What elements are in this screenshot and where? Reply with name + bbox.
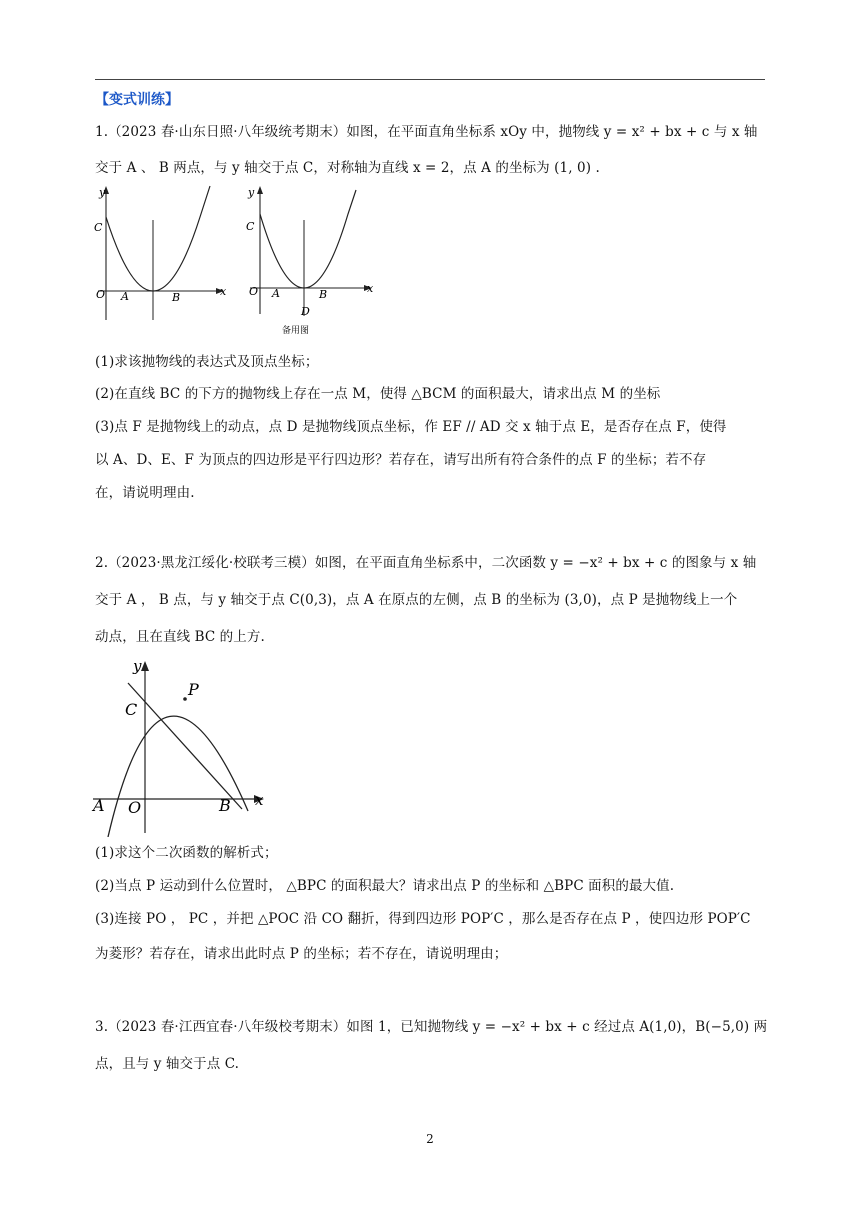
q1-part3-line1: (3)点 F 是抛物线上的动点，点 D 是抛物线顶点坐标，作 EF // AD 交 x 轴于点 E，是否存在点 F，使得 bbox=[95, 419, 727, 435]
q1-stem-line2: 交于 A 、 B 两点，与 y 轴交于点 C，对称轴为直线 x = 2，点 A 的坐标为 (1, 0) . bbox=[95, 160, 600, 176]
q2-part1: (1)求这个二次函数的解析式； bbox=[95, 845, 278, 861]
q2-fig-b-label: B bbox=[219, 796, 231, 815]
section-heading: 【变式训练】 bbox=[95, 92, 179, 108]
q1-part3-line2: 以 A、D、E、F 为顶点的四边形是平行四边形？若存在，请写出所有符合条件的点 F 的坐标；若不存 bbox=[95, 452, 707, 468]
q1-fig2-y-label: y bbox=[248, 186, 255, 199]
q1-fig1-o-label: O bbox=[96, 288, 106, 301]
q1-figure-backup bbox=[240, 184, 380, 339]
q1-fig2-c-label: C bbox=[246, 220, 255, 233]
q2-part3-line1: (3)连接 PO ， PC ，并把 △POC 沿 CO 翻折，得到四边形 POP′C ，那么是否存在点 P ，使四边形 POP′C bbox=[95, 911, 751, 927]
q2-fig-y-label: y bbox=[133, 657, 142, 675]
q1-fig2-a-label: A bbox=[272, 287, 280, 300]
q2-stem-line2: 交于 A ， B 点，与 y 轴交于点 C(0,3)，点 A 在原点的左侧，点 B 的坐标为 (3,0)，点 P 是抛物线上一个 bbox=[95, 592, 738, 608]
q1-part1: (1)求该抛物线的表达式及顶点坐标； bbox=[95, 354, 319, 370]
q1-fig1-a-label: A bbox=[121, 290, 129, 303]
q1-figure-main bbox=[92, 184, 232, 324]
q2-stem-line3: 动点，且在直线 BC 的上方. bbox=[95, 629, 265, 645]
q2-fig-a-label: A bbox=[93, 796, 105, 815]
q1-part3-line3: 在，请说明理由. bbox=[95, 485, 195, 501]
q1-fig2-caption: 备用图 bbox=[282, 326, 310, 336]
q1-stem-line1: 1.（2023 春·山东日照·八年级统考期末）如图，在平面直角坐标系 xOy 中，抛物线 y = x² + bx + c 与 x 轴 bbox=[95, 124, 758, 140]
q1-fig2-x-label: x bbox=[367, 282, 374, 295]
header-rule bbox=[95, 79, 765, 80]
q1-fig2-o-label: O bbox=[249, 285, 259, 298]
q2-stem-line1: 2.（2023·黑龙江绥化·校联考三模）如图，在平面直角坐标系中，二次函数 y = −x² + bx + c 的图象与 x 轴 bbox=[95, 555, 757, 571]
q3-stem-line2: 点，且与 y 轴交于点 C. bbox=[95, 1056, 240, 1072]
q1-fig1-x-label: x bbox=[220, 285, 227, 298]
q2-fig-p-label: P bbox=[188, 680, 199, 699]
q2-fig-x-label: x bbox=[255, 791, 264, 809]
q2-figure bbox=[88, 655, 278, 837]
q1-fig1-c-label: C bbox=[94, 221, 103, 234]
q1-fig1-y-label: y bbox=[99, 186, 106, 199]
q2-part3-line2: 为菱形？若存在，请求出此时点 P 的坐标；若不存在，请说明理由； bbox=[95, 946, 508, 962]
q1-fig2-b-label: B bbox=[319, 288, 328, 301]
q1-fig1-b-label: B bbox=[172, 291, 181, 304]
page-number: 2 bbox=[426, 1132, 434, 1146]
q2-fig-o-label: O bbox=[128, 798, 142, 817]
q1-part2: (2)在直线 BC 的下方的抛物线上存在一点 M，使得 △BCM 的面积最大，请求出点 M 的坐标 bbox=[95, 386, 661, 402]
q1-fig2-d-label: D bbox=[301, 305, 310, 318]
q2-fig-c-label: C bbox=[125, 700, 138, 719]
q3-stem-line1: 3.（2023 春·江西宜春·八年级校考期末）如图 1，已知抛物线 y = −x² + bx + c 经过点 A(1,0)，B(−5,0) 两 bbox=[95, 1019, 768, 1035]
q2-part2: (2)当点 P 运动到什么位置时， △BPC 的面积最大？请求出点 P 的坐标和 △BPC 面积的最大值. bbox=[95, 878, 675, 894]
